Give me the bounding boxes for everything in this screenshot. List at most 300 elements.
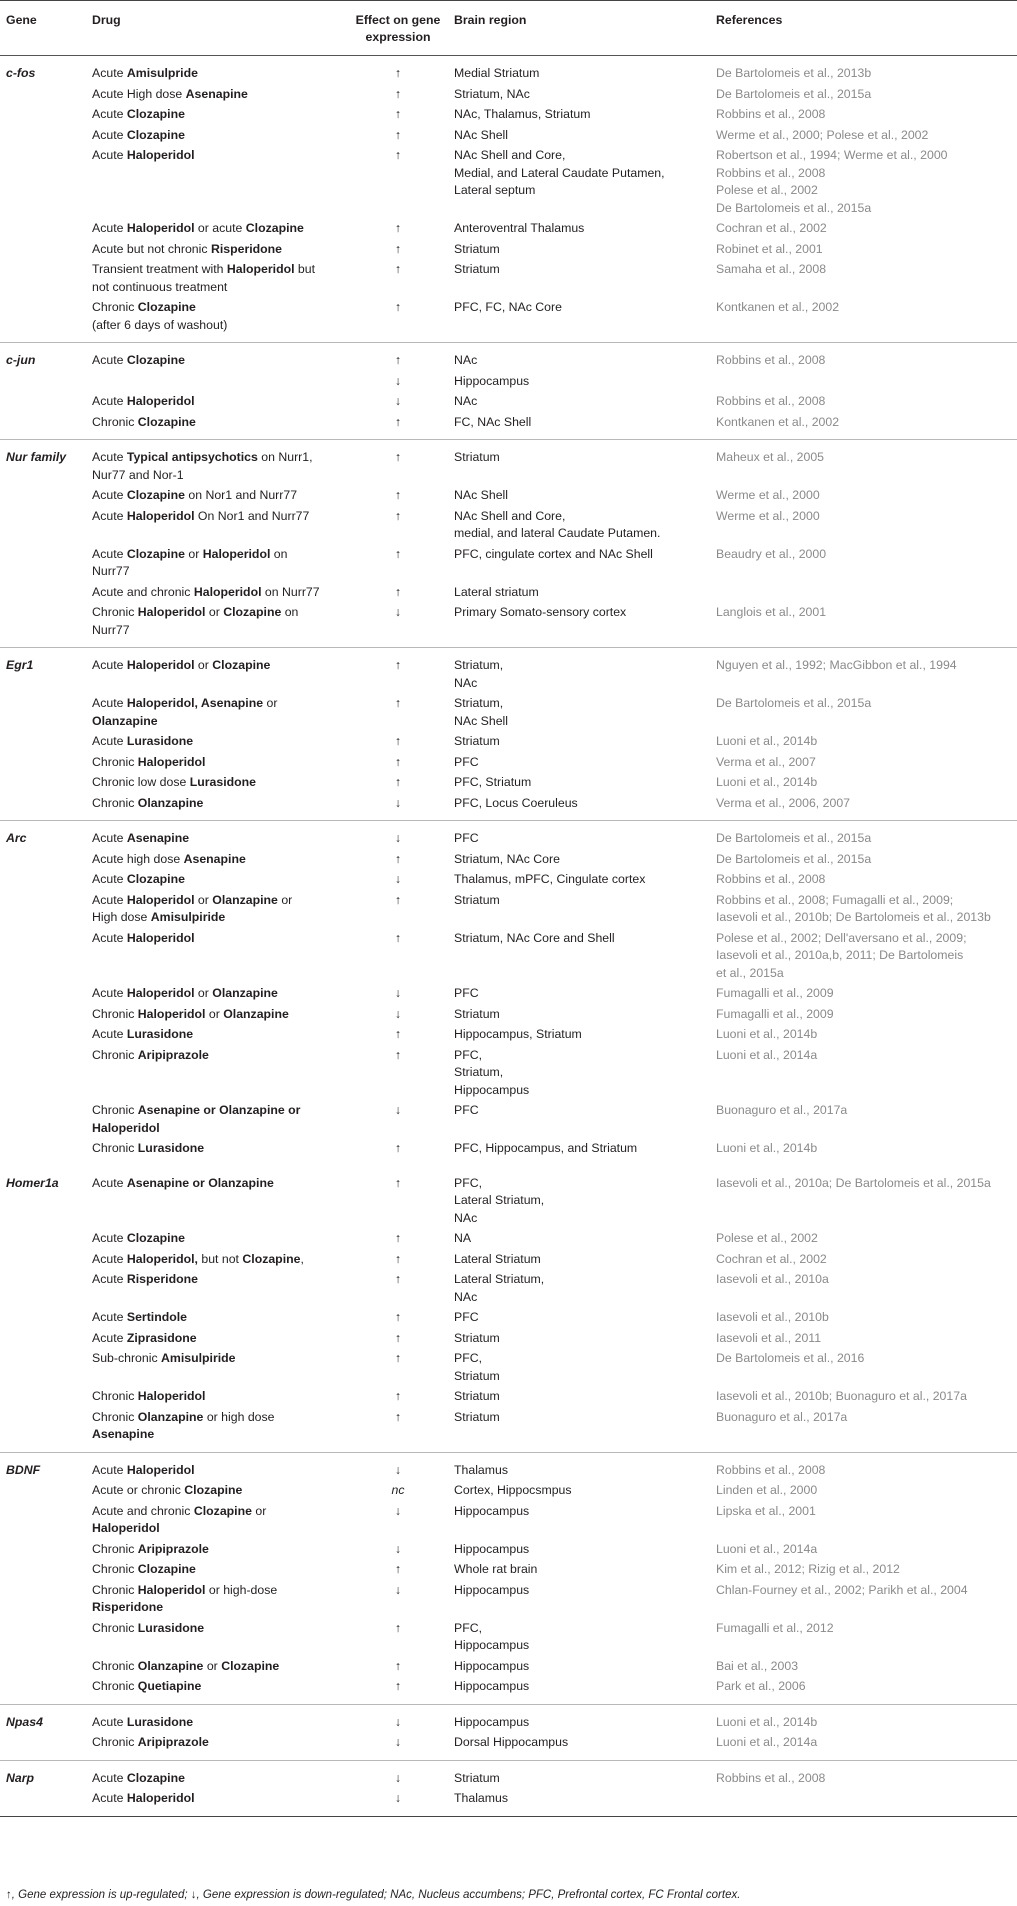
- brain-region-cell: Thalamus, mPFC, Cingulate cortex: [454, 872, 646, 886]
- gene-cell: [0, 486, 86, 507]
- effect-cell: ↓: [346, 1704, 448, 1733]
- references-cell: [710, 1789, 1017, 1816]
- table-row: [0, 1760, 1017, 1789]
- brain-region-cell: Dorsal Hippocampus: [454, 1735, 569, 1749]
- effect-cell: ↓: [394, 1006, 402, 1021]
- references-cell: De Bartolomeis et al., 2015a: [716, 696, 872, 710]
- brain-region-cell: Striatum: [454, 1389, 500, 1403]
- references-cell: Luoni et al., 2014a: [716, 1541, 818, 1556]
- drug-cell: [86, 821, 346, 850]
- drug-name: Asenapine or Olanzapine: [126, 1175, 274, 1190]
- drug-cell: [86, 240, 346, 261]
- gene-cell: [0, 603, 86, 648]
- table-row: [0, 1704, 1017, 1733]
- effect-cell: ↑: [394, 508, 402, 523]
- drug-cell: [86, 1270, 346, 1308]
- drug-text: but not: [197, 1251, 243, 1266]
- brain-region-cell: NAc: [448, 343, 710, 372]
- header-references: References: [710, 1, 1017, 56]
- table-row: [0, 343, 1017, 372]
- effect-cell: ↓: [394, 1735, 402, 1749]
- drug-name: Olanzapine: [92, 713, 158, 728]
- effect-cell: ↑: [394, 1251, 402, 1266]
- gene-cell: [0, 85, 86, 106]
- effect-cell: ↓: [394, 1503, 402, 1518]
- table-row: [0, 372, 1017, 393]
- drug-name: Lurasidone: [137, 1141, 205, 1155]
- drug-text: Chronic: [92, 1103, 138, 1117]
- references-cell: Samaha et al., 2008: [716, 262, 827, 276]
- gene-cell: [0, 1329, 86, 1350]
- drug-name: Olanzapine: [137, 795, 204, 810]
- brain-region-cell: PFC, Striatum: [454, 775, 532, 789]
- drug-text: Chronic: [92, 1658, 138, 1673]
- brain-region-cell: PFC, Lateral Striatum, NAc: [454, 1175, 545, 1225]
- effect-cell: ↑: [394, 1141, 402, 1155]
- drug-name: Clozapine: [245, 221, 304, 235]
- brain-region-cell: Striatum: [454, 1006, 500, 1021]
- drug-text: Acute: [92, 353, 127, 367]
- drug-text: Acute: [92, 1272, 127, 1286]
- drug-text: Chronic: [92, 1679, 138, 1693]
- drug-cell: [86, 260, 346, 298]
- references-cell: De Bartolomeis et al., 2015a: [710, 821, 1017, 850]
- brain-region-cell: PFC, Striatum, Hippocampus: [454, 1047, 530, 1097]
- references-cell: Robertson et al., 1994; Werme et al., 2000 Robbins et al., 2008 Polese et al., 2002 De Bartolomeis et al., 2015a: [716, 148, 948, 215]
- gene-cell: [0, 507, 86, 545]
- brain-region-cell: Striatum, NAc: [454, 86, 530, 101]
- drug-name: Haloperidol: [126, 892, 195, 907]
- gene-cell: [0, 1270, 86, 1308]
- effect-cell: ↑: [394, 1047, 402, 1062]
- drug-cell: [86, 440, 346, 487]
- references-cell: Luoni et al., 2014b: [716, 1141, 818, 1155]
- references-cell: Iasevoli et al., 2010a: [716, 1272, 829, 1286]
- effect-cell: ↑: [394, 851, 402, 866]
- header-gene: Gene: [0, 1, 86, 56]
- gene-cell: [0, 1139, 86, 1166]
- effect-cell: ↑: [394, 1272, 402, 1286]
- gene-cell: Homer1a: [6, 1175, 59, 1190]
- brain-region-cell: Hippocampus: [454, 1541, 530, 1556]
- gene-cell: [0, 545, 86, 583]
- drug-cell: [86, 1139, 346, 1166]
- gene-cell: [0, 219, 86, 240]
- drug-name: Amisulpiride: [150, 910, 226, 924]
- drug-text: Chronic: [92, 1006, 138, 1021]
- brain-region-cell: Hippocampus: [454, 1503, 530, 1518]
- table-row: [0, 891, 1017, 929]
- drug-text: Acute: [92, 930, 127, 945]
- drug-name: Asenapine: [92, 1427, 155, 1441]
- drug-name: Haloperidol: [137, 754, 206, 769]
- gene-cell: [0, 984, 86, 1005]
- brain-region-cell: PFC: [454, 986, 479, 1000]
- drug-cell: [86, 1387, 346, 1408]
- table-row: [0, 1789, 1017, 1816]
- table-row: [0, 1046, 1017, 1102]
- drug-cell: [86, 1349, 346, 1387]
- references-cell: Beaudry et al., 2000: [716, 546, 827, 561]
- effect-cell: ↑: [394, 414, 402, 429]
- table-row: [0, 648, 1017, 695]
- gene-cell: [0, 1581, 86, 1619]
- drug-text: Acute: [92, 1231, 127, 1245]
- drug-text: Acute: [92, 1770, 127, 1785]
- effect-cell: ↑: [394, 241, 402, 256]
- drug-name: Aripiprazole: [137, 1735, 209, 1749]
- gene-cell: [0, 753, 86, 774]
- drug-text: but not continuous treatment: [92, 262, 316, 294]
- drug-name: Haloperidol: [126, 394, 195, 408]
- gene-cell: c-fos: [6, 66, 36, 80]
- brain-region-cell: Striatum, NAc Shell: [454, 696, 508, 728]
- references-cell: Luoni et al., 2014b: [716, 734, 818, 748]
- table-row: [0, 1540, 1017, 1561]
- brain-region-cell: Hippocampus: [454, 1679, 530, 1693]
- drug-text: Chronic: [92, 795, 138, 810]
- drug-cell: [86, 603, 346, 648]
- drug-cell: [86, 583, 346, 604]
- brain-region-cell: Striatum, NAc Core and Shell: [454, 930, 615, 945]
- brain-region-cell: Whole rat brain: [454, 1562, 538, 1576]
- references-cell: Lipska et al., 2001: [716, 1503, 816, 1518]
- drug-text: Acute: [92, 488, 127, 502]
- gene-cell: [0, 1481, 86, 1502]
- drug-name: Lurasidone: [126, 734, 194, 748]
- effect-cell: ↑: [394, 930, 402, 945]
- drug-cell: [86, 486, 346, 507]
- effect-cell: ↓: [394, 373, 402, 388]
- brain-region-cell: NAc, Thalamus, Striatum: [454, 107, 591, 121]
- drug-text: Acute: [92, 1462, 127, 1477]
- drug-cell: [86, 984, 346, 1005]
- effect-cell: ↓: [394, 986, 402, 1000]
- gene-cell: [0, 1349, 86, 1387]
- references-cell: Kontkanen et al., 2002: [716, 414, 840, 429]
- gene-cell: c-jun: [0, 343, 86, 372]
- gene-cell: [0, 240, 86, 261]
- table-row: [0, 1733, 1017, 1760]
- gene-cell: [0, 794, 86, 821]
- brain-region-cell: Striatum: [454, 734, 500, 748]
- drug-name: Typical antipsychotics: [126, 450, 258, 464]
- references-cell: Buonaguro et al., 2017a: [716, 1409, 848, 1424]
- drug-text: Acute: [92, 831, 127, 845]
- drug-name: Haloperidol: [126, 148, 195, 162]
- drug-cell: [86, 694, 346, 732]
- drug-name: Haloperidol: [226, 262, 295, 276]
- table-row: [0, 240, 1017, 261]
- drug-text: On Nor1 and Nurr77: [194, 508, 310, 523]
- table-row: [0, 1677, 1017, 1704]
- table-row: [0, 984, 1017, 1005]
- drug-cell: [86, 753, 346, 774]
- drug-name: Aripiprazole: [137, 1541, 209, 1556]
- table-row: [0, 56, 1017, 85]
- effect-cell: ↓: [394, 795, 402, 810]
- drug-name: Haloperidol: [92, 1521, 160, 1535]
- gene-cell: [0, 1677, 86, 1704]
- effect-cell: ↑: [394, 1658, 402, 1673]
- drug-name: Lurasidone: [189, 775, 257, 789]
- drug-text: Acute and chronic: [92, 1503, 194, 1518]
- brain-region-cell: Medial Striatum: [454, 66, 540, 80]
- effect-cell: ↑: [394, 1562, 402, 1576]
- drug-text: or: [205, 1006, 224, 1021]
- drug-cell: [86, 1101, 346, 1139]
- table-header-row: [0, 1, 1017, 56]
- references-cell: Robbins et al., 2008: [716, 872, 826, 886]
- references-cell: Iasevoli et al., 2010b: [716, 1310, 829, 1324]
- references-cell: De Bartolomeis et al., 2013b: [716, 66, 872, 80]
- brain-region-cell: Striatum: [454, 1330, 500, 1345]
- table-row: [0, 583, 1017, 604]
- header-effect: Effect on gene expression: [346, 1, 448, 56]
- drug-text: Acute: [92, 986, 127, 1000]
- drug-text: or: [203, 1658, 222, 1673]
- table-row: [0, 440, 1017, 487]
- brain-region-cell: PFC, cingulate cortex and NAc Shell: [454, 546, 653, 561]
- references-cell: Cochran et al., 2002: [716, 1251, 827, 1266]
- gene-cell: [0, 850, 86, 871]
- references-cell: Bai et al., 2003: [716, 1658, 799, 1673]
- table-row: [0, 1005, 1017, 1026]
- drug-cell: [86, 1308, 346, 1329]
- drug-cell: [86, 1581, 346, 1619]
- effect-cell: ↑: [394, 1409, 402, 1424]
- table-row: [0, 1657, 1017, 1678]
- drug-name: Haloperidol: [137, 1582, 206, 1597]
- drug-name: Clozapine: [221, 1658, 280, 1673]
- effect-cell: ↑: [394, 86, 402, 101]
- drug-cell: [86, 648, 346, 695]
- references-cell: Robbins et al., 2008: [710, 1452, 1017, 1481]
- references-cell: Robbins et al., 2008; Fumagalli et al., 2009; Iasevoli et al., 2010b; De Bartolomeis et al., 2013b: [716, 892, 991, 924]
- drug-text: Acute: [92, 1251, 127, 1266]
- references-cell: Kontkanen et al., 2002: [716, 300, 840, 314]
- references-cell: Park et al., 2006: [716, 1679, 806, 1693]
- drug-name: Lurasidone: [126, 1714, 194, 1729]
- table-row: [0, 1349, 1017, 1387]
- drug-text: Chronic: [92, 1141, 138, 1155]
- effect-cell: ↑: [394, 1027, 402, 1041]
- brain-region-cell: PFC: [454, 754, 479, 769]
- drug-cell: [86, 1619, 346, 1657]
- brain-region-cell: FC, NAc Shell: [454, 414, 532, 429]
- drug-name: Haloperidol: [126, 508, 195, 523]
- drug-name: Haloperidol: [193, 584, 262, 599]
- drug-name: Risperidone: [92, 1600, 164, 1614]
- drug-name: Haloperidol: [202, 546, 271, 561]
- drug-name: Haloperidol: [126, 658, 195, 672]
- table-row: [0, 219, 1017, 240]
- gene-cell: [0, 105, 86, 126]
- brain-region-cell: Lateral striatum: [454, 584, 539, 599]
- effect-cell: ↑: [394, 754, 402, 769]
- brain-region-cell: Hippocampus: [454, 373, 530, 388]
- drug-text: ,: [300, 1251, 304, 1266]
- gene-cell: [0, 1046, 86, 1102]
- gene-cell: Egr1: [0, 648, 86, 695]
- drug-cell: [86, 1025, 346, 1046]
- gene-cell: [0, 413, 86, 440]
- drug-name: Asenapine or Olanzapine or Haloperidol: [92, 1103, 301, 1135]
- effect-cell: ↓: [346, 821, 448, 850]
- effect-cell: ↑: [394, 1351, 402, 1365]
- gene-cell: [0, 1408, 86, 1453]
- drug-text: Acute High dose: [92, 86, 186, 101]
- gene-cell: [0, 298, 86, 343]
- drug-text: Sub-chronic: [92, 1351, 162, 1365]
- brain-region-cell: PFC: [448, 821, 710, 850]
- drug-name: Clozapine: [193, 1503, 252, 1518]
- drug-name: Amisulpride: [126, 66, 198, 80]
- drug-text: (after 6 days of washout): [92, 317, 228, 332]
- brain-region-cell: Striatum: [454, 892, 500, 907]
- drug-text: on Nurr77: [261, 584, 320, 599]
- table-row: [0, 1139, 1017, 1166]
- drug-text: Acute: [92, 107, 127, 121]
- drug-text: Acute: [92, 508, 127, 523]
- drug-cell: [86, 372, 346, 393]
- effect-cell: ↑: [394, 696, 402, 710]
- table-row: [0, 1329, 1017, 1350]
- effect-cell: ↓: [346, 1760, 448, 1789]
- effect-cell: ↓: [346, 1789, 448, 1816]
- drug-text: Acute: [92, 892, 127, 907]
- drug-text: Acute: [92, 221, 127, 235]
- brain-region-cell: Thalamus: [448, 1789, 710, 1816]
- gene-cell: [0, 694, 86, 732]
- table-row: [0, 1619, 1017, 1657]
- drug-name: Haloperidol: [126, 986, 195, 1000]
- references-cell: Verma et al., 2007: [716, 754, 816, 769]
- drug-text: Chronic: [92, 300, 138, 314]
- drug-name: Clozapine: [184, 1483, 243, 1497]
- effect-cell: ↑: [394, 262, 402, 276]
- drug-text: Acute but not chronic: [92, 241, 211, 256]
- table-row: [0, 850, 1017, 871]
- table-row: [0, 298, 1017, 343]
- brain-region-cell: Lateral Striatum: [454, 1251, 541, 1266]
- drug-name: Olanzapine: [223, 1006, 289, 1021]
- brain-region-cell: NAc Shell: [454, 488, 508, 502]
- table-row: [0, 694, 1017, 732]
- table-row: [0, 732, 1017, 753]
- gene-cell: [0, 1250, 86, 1271]
- drug-name: Haloperidol: [137, 1389, 206, 1403]
- drug-text: Acute: [92, 1330, 127, 1345]
- references-cell: Verma et al., 2006, 2007: [716, 795, 850, 810]
- drug-cell: [86, 413, 346, 440]
- table-row: [0, 105, 1017, 126]
- drug-cell: [86, 1657, 346, 1678]
- brain-region-cell: Primary Somato-sensory cortex: [454, 605, 627, 619]
- effect-cell: ↑: [346, 440, 448, 487]
- drug-name: Haloperidol: [126, 1791, 195, 1805]
- references-cell: [710, 372, 1017, 393]
- gene-cell: [0, 1733, 86, 1760]
- gene-cell: [0, 1619, 86, 1657]
- references-cell: Nguyen et al., 1992; MacGibbon et al., 1994: [710, 648, 1017, 695]
- table-row: [0, 870, 1017, 891]
- table-row: [0, 929, 1017, 985]
- gene-cell: [0, 146, 86, 219]
- drug-text: Transient treatment with: [92, 262, 227, 276]
- drug-name: Asenapine: [183, 851, 246, 866]
- table-row: [0, 126, 1017, 147]
- gene-cell: [0, 260, 86, 298]
- drug-name: Clozapine: [126, 1770, 185, 1785]
- drug-name: Olanzapine: [212, 892, 278, 907]
- drug-name: Clozapine: [242, 1251, 301, 1266]
- drug-text: Acute: [92, 1175, 127, 1190]
- effect-cell: ↓: [394, 1541, 402, 1556]
- brain-region-cell: Striatum: [454, 241, 500, 256]
- gene-cell: [0, 1657, 86, 1678]
- drug-text: or: [255, 1503, 267, 1518]
- references-cell: Polese et al., 2002; Dell'aversano et al., 2009; Iasevoli et al., 2010a,b, 2011; De Bartolomeis et al., 2015a: [716, 930, 967, 980]
- table-row: [0, 1581, 1017, 1619]
- drug-name: Haloperidol: [137, 1006, 206, 1021]
- drug-text: Acute: [92, 1791, 127, 1805]
- references-cell: Langlois et al., 2001: [716, 605, 827, 619]
- drug-cell: [86, 850, 346, 871]
- effect-cell: ↓: [394, 872, 402, 886]
- references-cell: Buonaguro et al., 2017a: [716, 1103, 848, 1117]
- gene-cell: BDNF: [0, 1452, 86, 1481]
- drug-text: Chronic: [92, 1541, 138, 1556]
- table-footnote: ↑, Gene expression is up-regulated; ↓, Gene expression is down-regulated; NAc, Nucleus accumbens; PFC, Prefrontal cortex, FC Frontal cortex.: [6, 1889, 741, 1901]
- effect-cell: ↓: [394, 1103, 402, 1117]
- brain-region-cell: Striatum, NAc: [448, 648, 710, 695]
- effect-cell: nc: [391, 1483, 405, 1497]
- gene-cell: Npas4: [0, 1704, 86, 1733]
- brain-region-cell: Hippocampus: [448, 1704, 710, 1733]
- drug-text: Chronic: [92, 1389, 138, 1403]
- effect-cell: ↑: [394, 1679, 402, 1693]
- drug-text: or: [194, 658, 213, 672]
- references-cell: Robbins et al., 2008: [710, 1760, 1017, 1789]
- drug-text: or: [205, 605, 224, 619]
- drug-name: Lurasidone: [137, 1620, 205, 1635]
- references-cell: [710, 583, 1017, 604]
- effect-cell: ↓: [394, 394, 402, 408]
- effect-cell: ↑: [394, 148, 402, 162]
- effect-cell: ↑: [394, 775, 402, 789]
- table-row: [0, 1166, 1017, 1230]
- references-cell: Iasevoli et al., 2010b; Buonaguro et al., 2017a: [716, 1389, 967, 1403]
- drug-text: or acute: [194, 221, 246, 235]
- drug-cell: [86, 1229, 346, 1250]
- table-row: [0, 1250, 1017, 1271]
- drug-text: Acute high dose: [92, 851, 184, 866]
- table-row: [0, 1481, 1017, 1502]
- drug-text: Acute: [92, 546, 127, 561]
- references-cell: Chlan-Fourney et al., 2002; Parikh et al., 2004: [716, 1582, 968, 1597]
- table-row: [0, 753, 1017, 774]
- table-row: [0, 603, 1017, 648]
- drug-cell: [86, 1250, 346, 1271]
- gene-cell: [0, 1308, 86, 1329]
- effect-cell: ↑: [346, 343, 448, 372]
- references-cell: Robbins et al., 2008: [716, 107, 826, 121]
- drug-text: Chronic: [92, 1562, 138, 1576]
- drug-name: Asenapine: [126, 831, 190, 845]
- effect-cell: ↑: [394, 127, 402, 142]
- table-row: [0, 1408, 1017, 1453]
